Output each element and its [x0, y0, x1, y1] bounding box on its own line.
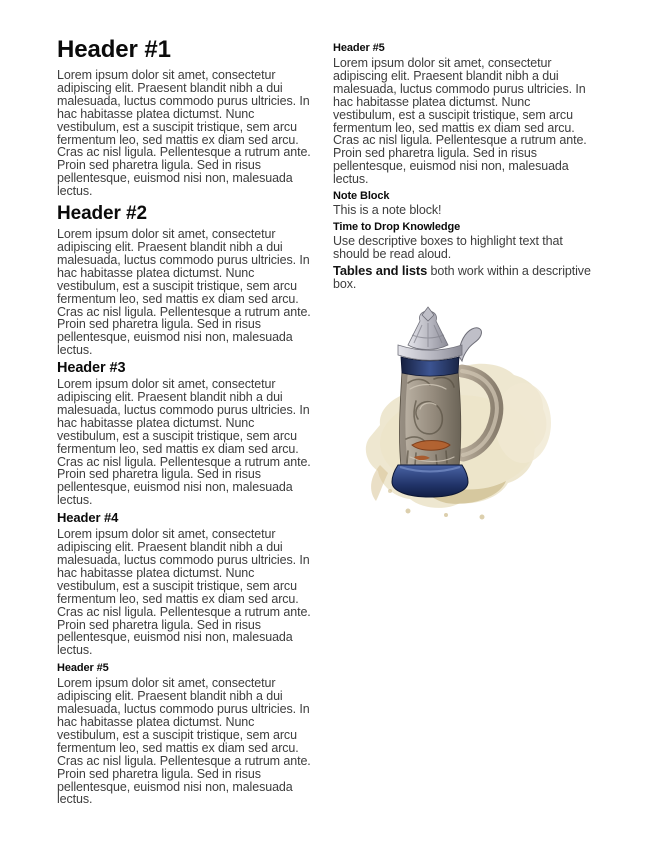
paragraph: Lorem ipsum dolor sit amet, consectetur adipiscing elit. Praesent blandit nibh a dui malesuada, luctus commodo purus ultricies. In hac habitasse platea dictumst. Nunc vestibulum, est a suscipit tristique, sem arcu fermentum leo, sed mattis ex diam sed arcu. Cras ac nisl ligula. Pellentesque a rutrum ante. Proin sed pharetra ligula. Sed in risus pellentesque, euismod nisi non, malesuada lectus. — [57, 527, 311, 658]
note-block — [333, 190, 591, 217]
tables-note-bold: Tables and lists — [333, 262, 428, 278]
thumb-lever-icon — [458, 327, 481, 360]
knowledge-block-body: Use descriptive boxes to highlight text that should be read aloud. — [333, 233, 563, 261]
right-column — [333, 37, 591, 525]
note-block-body: This is a note block! — [333, 203, 442, 218]
tables-note — [333, 262, 591, 291]
paragraph: Lorem ipsum dolor sit amet, consectetur adipiscing elit. Praesent blandit nibh a dui malesuada, luctus commodo purus ultricies. In hac habitasse platea dictumst. Nunc vestibulum, est a suscipit tristique, sem arcu fermentum leo, sed mattis ex diam sed arcu. Cras ac nisl ligula. Pellentesque a rutrum ante. Proin sed pharetra ligula. Sed in risus pellentesque, euismod nisi non, malesuada lectus. — [57, 68, 311, 199]
stein-base — [392, 465, 468, 497]
header-3: Header #3 — [57, 360, 126, 377]
paragraph: Lorem ipsum dolor sit amet, consectetur adipiscing elit. Praesent blandit nibh a dui malesuada, luctus commodo purus ultricies. In hac habitasse platea dictumst. Nunc vestibulum, est a suscipit tristique, sem arcu fermentum leo, sed mattis ex diam sed arcu. Cras ac nisl ligula. Pellentesque a rutrum ante. Proin sed pharetra ligula. Sed in risus pellentesque, euismod nisi non, malesuada lectus. — [57, 676, 311, 807]
header-5: Header #5 — [57, 662, 109, 675]
knowledge-block — [333, 221, 591, 261]
section-3 — [57, 360, 319, 507]
section-4 — [57, 511, 319, 657]
header-4: Header #4 — [57, 510, 119, 526]
section-1 — [57, 37, 319, 198]
beer-stein-illustration — [350, 305, 560, 525]
section-2 — [57, 203, 319, 357]
stein-body — [399, 371, 460, 467]
paragraph: Lorem ipsum dolor sit amet, consectetur adipiscing elit. Praesent blandit nibh a dui malesuada, luctus commodo purus ultricies. In hac habitasse platea dictumst. Nunc vestibulum, est a suscipit tristique, sem arcu fermentum leo, sed mattis ex diam sed arcu. Cras ac nisl ligula. Pellentesque a rutrum ante. Proin sed pharetra ligula. Sed in risus pellentesque, euismod nisi non, malesuada lectus. — [57, 227, 311, 358]
header-2: Header #2 — [57, 203, 147, 225]
paragraph: Lorem ipsum dolor sit amet, consectetur adipiscing elit. Praesent blandit nibh a dui malesuada, luctus commodo purus ultricies. In hac habitasse platea dictumst. Nunc vestibulum, est a suscipit tristique, sem arcu fermentum leo, sed mattis ex diam sed arcu. Cras ac nisl ligula. Pellentesque a rutrum ante. Proin sed pharetra ligula. Sed in risus pellentesque, euismod nisi non, malesuada lectus. — [57, 377, 311, 508]
note-block-title: Note Block — [333, 190, 390, 203]
paragraph: Lorem ipsum dolor sit amet, consectetur adipiscing elit. Praesent blandit nibh a dui malesuada, luctus commodo purus ultricies. In hac habitasse platea dictumst. Nunc vestibulum, est a suscipit tristique, sem arcu fermentum leo, sed mattis ex diam sed arcu. Cras ac nisl ligula. Pellentesque a rutrum ante. Proin sed pharetra ligula. Sed in risus pellentesque, euismod nisi non, malesuada lectus. — [333, 56, 587, 187]
left-column — [57, 37, 319, 806]
beer-stein-svg — [350, 305, 560, 525]
section-5 — [57, 662, 319, 806]
tables-note-rest: both work within a descriptive box. — [333, 263, 591, 291]
header-1: Header #1 — [57, 36, 171, 63]
header-5-right: Header #5 — [333, 42, 385, 54]
section-5-right — [333, 42, 591, 186]
knowledge-block-title: Time to Drop Knowledge — [333, 220, 461, 233]
stein-lid — [398, 307, 462, 360]
